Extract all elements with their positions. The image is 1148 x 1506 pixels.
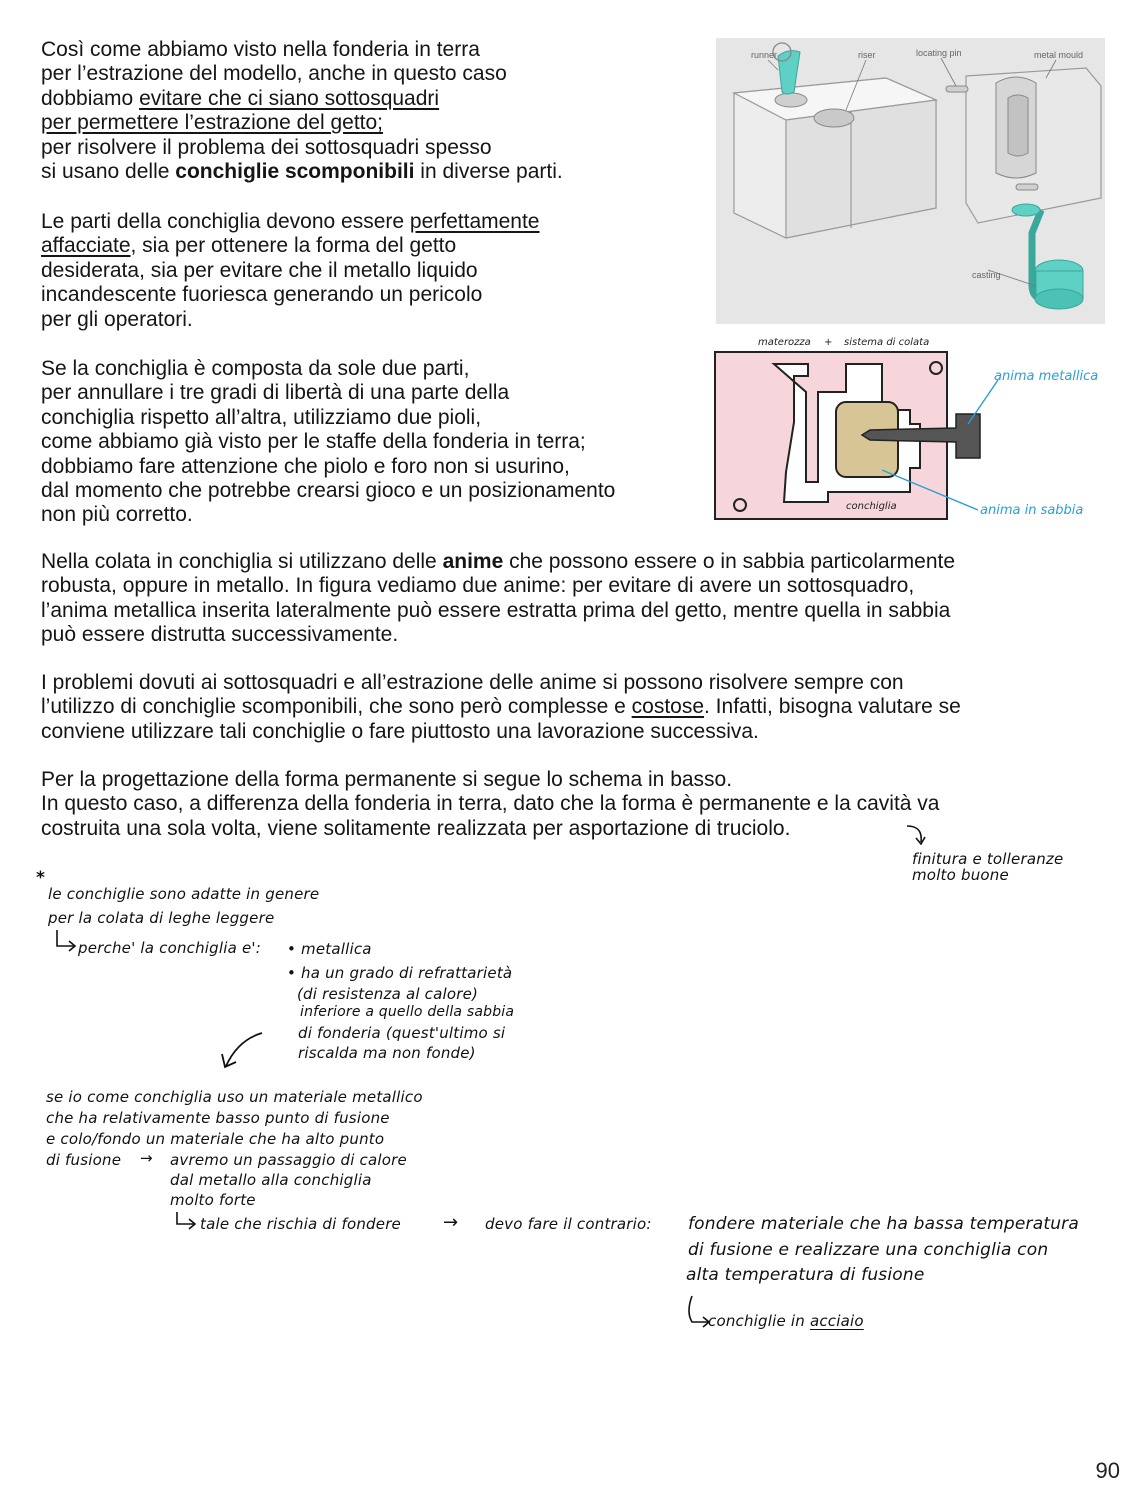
- label-metal-mould: metal mould: [1034, 50, 1084, 60]
- text-line: Così come abbiamo visto nella fonderia in terra: [41, 38, 480, 61]
- metal-mould-figure: [716, 38, 1105, 324]
- label-shell: conchiglia: [846, 501, 897, 512]
- label-locating-pin: locating pin: [916, 48, 962, 58]
- text-line: per risolvere il problema dei sottosquadri spesso: [41, 135, 492, 159]
- text-run: Le parti della conchiglia devono essere: [41, 210, 410, 233]
- hook-arrow-icon: [174, 1210, 198, 1232]
- text-line: per l’estrazione del modello, anche in questo caso: [41, 62, 507, 86]
- note-3-arrow: →: [140, 1149, 153, 1167]
- paragraph-cores: [41, 550, 955, 648]
- note-6-text: conchiglie in: [708, 1312, 810, 1330]
- text-line: può essere distrutta successivamente.: [41, 623, 399, 647]
- label-runner: runner: [751, 50, 778, 60]
- text-line: [41, 210, 540, 234]
- text-run: Nella colata in conchiglia si utilizzano delle: [41, 550, 443, 573]
- page-number: 90: [1095, 1458, 1120, 1483]
- text-run: , sia per ottenere la forma del getto: [130, 234, 457, 258]
- paragraph-design: [41, 768, 940, 841]
- label-sand-core: anima in sabbia: [980, 503, 1084, 518]
- metal-mould-diagram: [716, 38, 1105, 324]
- text-line: [41, 234, 540, 258]
- note-3-result-line-3: molto forte: [170, 1191, 256, 1209]
- text-line: desiderata, sia per evitare che il metallo liquido: [41, 258, 478, 282]
- text-line: conchiglia rispetto all’altra, utilizziamo due pioli,: [41, 405, 482, 429]
- label-plus: +: [824, 337, 833, 348]
- paragraph-pins: [41, 357, 615, 528]
- diagonal-arrow-icon: [218, 1030, 266, 1072]
- text-run: che possono essere o in sabbia particolarmente: [503, 550, 956, 573]
- text-line: [41, 695, 961, 719]
- text-run: in diverse parti.: [414, 160, 563, 184]
- paragraph-facing-parts: [41, 210, 540, 332]
- note-3-line-3: e colo/fondo un materiale che ha alto punto: [46, 1130, 385, 1148]
- underlined-text: costose: [631, 695, 705, 719]
- note-2-bullet-2-line-4: di fonderia (quest'ultimo si: [298, 1024, 506, 1042]
- text-line: conviene utilizzare tali conchiglie o fare piuttosto una lavorazione successiva.: [41, 719, 759, 743]
- note-finish-line-1: finitura e tolleranze: [912, 850, 1064, 868]
- asterisk: *: [36, 868, 46, 888]
- note-2-bullet-2-line-3: inferiore a quello della sabbia: [300, 1004, 515, 1020]
- curved-arrow-icon: [905, 822, 935, 850]
- note-4-arrow: →: [443, 1212, 459, 1233]
- note-finish-line-2: molto buone: [912, 866, 1009, 884]
- note-4: tale che rischia di fondere: [200, 1215, 401, 1233]
- text-run: dobbiamo: [41, 86, 140, 110]
- shell-cores-figure: [706, 332, 1106, 522]
- note-5-line-2: di fusione e realizzare una conchiglia con: [688, 1240, 1049, 1260]
- label-casting: casting: [972, 270, 1001, 280]
- text-line: per gli operatori.: [41, 307, 193, 331]
- note-2-bullet-2-line-1: • ha un grado di refrattarietà: [287, 964, 513, 982]
- note-2-bullet-2-line-5: riscalda ma non fonde): [298, 1044, 476, 1062]
- underlined-text: per permettere l’estrazione del getto;: [41, 111, 384, 135]
- note-6-underlined: acciaio: [809, 1312, 864, 1330]
- text-run: si usano delle: [41, 160, 176, 184]
- label-riser-handwritten: materozza: [758, 337, 811, 348]
- note-2-bullet-1: • metallica: [287, 940, 372, 958]
- text-line: dal momento che potrebbe crearsi gioco e un posizionamento: [41, 479, 616, 503]
- text-run: l’utilizzo di conchiglie scomponibili, che sono però complesse e: [41, 695, 632, 719]
- underlined-text: perfettamente: [409, 210, 540, 233]
- paragraph-costs: [41, 671, 961, 744]
- paragraph-shell-undercuts: [41, 38, 563, 184]
- text-line: [41, 550, 955, 574]
- underlined-text: evitare che ci siano sottosquadri: [139, 86, 440, 110]
- text-line: come abbiamo già visto per le staffe della fonderia in terra;: [41, 430, 586, 454]
- label-gating-system: sistema di colata: [844, 337, 930, 348]
- note-6: [708, 1312, 864, 1330]
- note-4-b: devo fare il contrario:: [485, 1215, 652, 1233]
- text-run: . Infatti, bisogna valutare se: [704, 695, 961, 719]
- note-3-result-line-2: dal metallo alla conchiglia: [170, 1171, 372, 1189]
- bold-text: anime: [442, 550, 504, 573]
- note-3-result-line-1: avremo un passaggio di calore: [170, 1151, 407, 1169]
- text-line: per annullare i tre gradi di libertà di una parte della: [41, 381, 510, 405]
- label-riser: riser: [858, 50, 876, 60]
- hook-arrow-icon: [54, 928, 78, 954]
- text-line: I problemi dovuti ai sottosquadri e all’estrazione delle anime si possono risolvere sempre con: [41, 671, 904, 694]
- note-2-bullet-2-line-2: (di resistenza al calore): [297, 985, 479, 1003]
- note-2-lead: perche' la conchiglia e':: [78, 939, 261, 957]
- note-5-line-3: alta temperatura di fusione: [686, 1265, 925, 1285]
- note-3-line-1: se io come conchiglia uso un materiale metallico: [46, 1088, 423, 1106]
- text-line: dobbiamo fare attenzione che piolo e foro non si usurino,: [41, 454, 570, 478]
- shell-cores-diagram: [706, 332, 1106, 522]
- text-line: Per la progettazione della forma permanente si segue lo schema in basso.: [41, 768, 733, 791]
- text-line: [41, 87, 563, 111]
- text-line: Se la conchiglia è composta da sole due parti,: [41, 357, 470, 380]
- note-1-line-1: le conchiglie sono adatte in genere: [48, 885, 320, 903]
- bold-text: conchiglie scomponibili: [175, 160, 415, 184]
- text-line: robusta, oppure in metallo. In figura vediamo due anime: per evitare di avere un sottosquadro,: [41, 574, 915, 598]
- note-5-line-1: fondere materiale che ha bassa temperatura: [688, 1214, 1079, 1234]
- text-line: l’anima metallica inserita lateralmente può essere estratta prima del getto, mentre quella in sabbia: [41, 598, 951, 622]
- text-line: In questo caso, a differenza della fonderia in terra, dato che la forma è permanente e la cavità va: [41, 792, 940, 816]
- note-1-line-2: per la colata di leghe leggere: [48, 909, 275, 927]
- note-3-line-2: che ha relativamente basso punto di fusione: [46, 1109, 390, 1127]
- text-line: non più corretto.: [41, 503, 193, 527]
- text-line: incandescente fuoriesca generando un pericolo: [41, 283, 483, 307]
- underlined-text: affacciate: [41, 234, 131, 258]
- text-line: costruita una sola volta, viene solitamente realizzata per asportazione di truciolo.: [41, 816, 791, 840]
- label-metal-core: anima metallica: [994, 369, 1099, 384]
- text-line: [41, 160, 563, 184]
- note-3-line-4: di fusione: [46, 1151, 122, 1169]
